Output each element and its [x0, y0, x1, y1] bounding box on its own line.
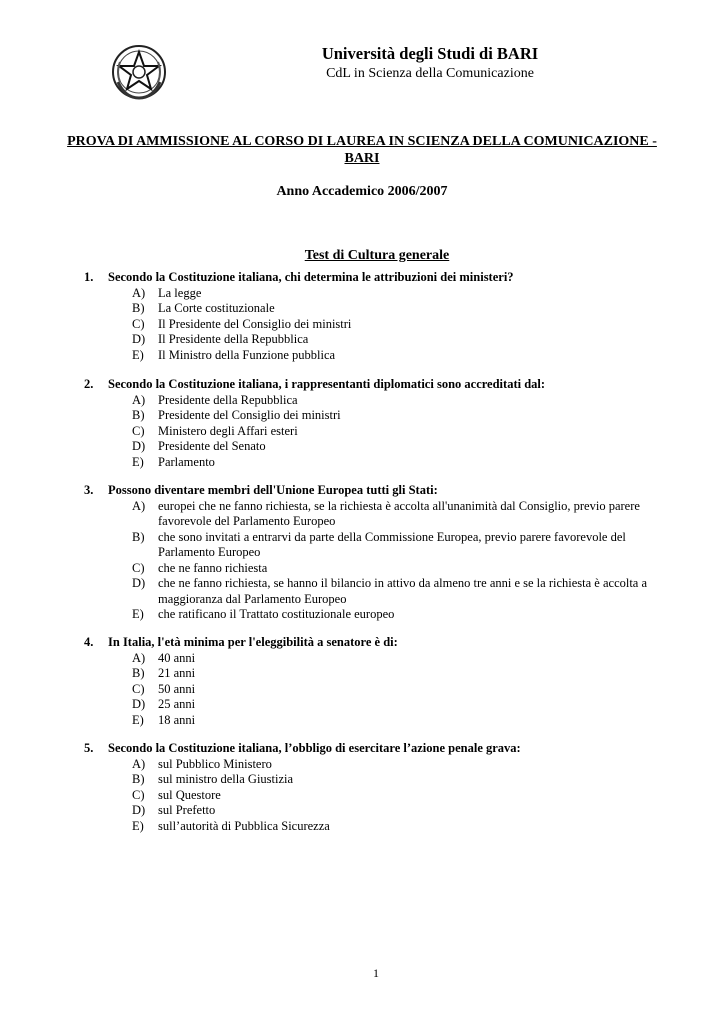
answer-text: sull’autorità di Pubblica Sicurezza	[158, 818, 330, 833]
answer-list	[84, 286, 684, 364]
answer-option	[84, 455, 684, 471]
answer-letter: D)	[132, 332, 146, 346]
answer-text: La legge	[158, 285, 202, 300]
question-item	[84, 483, 684, 623]
answer-option	[84, 393, 684, 409]
question-text: Possono diventare membri dell'Unione Europea tutti gli Stati:	[108, 483, 438, 497]
answer-letter: E)	[132, 607, 144, 621]
answer-option	[84, 576, 684, 607]
answer-list	[84, 393, 684, 471]
answer-text: 50 anni	[158, 681, 196, 696]
answer-letter: B)	[132, 666, 145, 680]
answer-letter: D)	[132, 439, 146, 453]
answer-text: europei che ne fanno richiesta, se la richiesta è accolta all'unanimità dal Consiglio, previo parere favorevole del Parlamento Europeo	[158, 498, 640, 528]
question-number: 3.	[84, 483, 94, 497]
answer-option	[84, 332, 684, 348]
question-number: 4.	[84, 635, 94, 649]
question-text: Secondo la Costituzione italiana, l’obbligo di esercitare l’azione penale grava:	[108, 741, 521, 755]
answer-option	[84, 651, 684, 667]
answer-option	[84, 348, 684, 364]
course-name: CdL in Scienza della Comunicazione	[326, 66, 534, 81]
answer-letter: B)	[132, 529, 145, 544]
answer-option	[84, 607, 684, 623]
question-heading	[84, 635, 684, 651]
document-title: PROVA DI AMMISSIONE AL CORSO DI LAUREA IN SCIENZA DELLA COMUNICAZIONE - BARI	[67, 134, 657, 166]
answer-letter: E)	[132, 347, 144, 362]
answer-option	[84, 819, 684, 835]
answer-text: Il Presidente della Repubblica	[158, 332, 309, 346]
answer-option	[84, 408, 684, 424]
answer-option	[84, 317, 684, 333]
answer-option	[84, 772, 684, 788]
answer-option	[84, 561, 684, 577]
answer-letter: D)	[132, 803, 146, 817]
answer-text: Ministero degli Affari esteri	[158, 423, 298, 438]
answer-text: sul Questore	[158, 787, 221, 802]
answer-option	[84, 697, 684, 713]
answer-text: Presidente del Senato	[158, 439, 266, 453]
answer-option	[84, 439, 684, 455]
answer-letter: B)	[132, 408, 145, 422]
answer-letter: C)	[132, 787, 145, 802]
question-number: 1.	[84, 270, 94, 284]
answer-text: Parlamento	[158, 454, 215, 469]
answer-option	[84, 803, 684, 819]
answer-letter: C)	[132, 560, 145, 575]
question-item	[84, 635, 684, 728]
answer-letter: C)	[132, 423, 145, 438]
answer-text: 25 anni	[158, 697, 196, 711]
answer-letter: A)	[132, 392, 146, 407]
answer-letter: E)	[132, 712, 144, 727]
answer-option	[84, 530, 684, 561]
answer-list	[84, 651, 684, 729]
answer-text: che ne fanno richiesta	[158, 560, 268, 575]
answer-option	[84, 499, 684, 530]
question-number: 5.	[84, 741, 94, 755]
answer-letter: D)	[132, 576, 146, 590]
answer-text: che ne fanno richiesta, se hanno il bilancio in attivo da almeno tre anni e se la richiesta è accolta a maggioranza dal Parlamento Europeo	[158, 576, 648, 606]
answer-text: sul ministro della Giustizia	[158, 772, 294, 786]
answer-text: Il Presidente del Consiglio dei ministri	[158, 316, 352, 331]
answer-text: Il Ministro della Funzione pubblica	[158, 347, 336, 362]
answer-letter: A)	[132, 650, 146, 665]
answer-text: 21 anni	[158, 666, 196, 680]
answer-list	[84, 757, 684, 835]
question-text: Secondo la Costituzione italiana, i rappresentanti diplomatici sono accreditati dal:	[108, 377, 546, 391]
answer-letter: A)	[132, 285, 146, 300]
answer-option	[84, 713, 684, 729]
answer-letter: E)	[132, 454, 144, 469]
answer-letter: A)	[132, 498, 146, 513]
question-text: In Italia, l'età minima per l'eleggibilità a senatore è di:	[108, 635, 398, 649]
answer-letter: E)	[132, 818, 144, 833]
question-item	[84, 270, 684, 363]
italian-republic-emblem-icon	[110, 42, 168, 102]
answer-option	[84, 788, 684, 804]
answer-text: Presidente del Consiglio dei ministri	[158, 408, 341, 422]
answer-list	[84, 499, 684, 623]
answer-letter: A)	[132, 756, 146, 771]
academic-year: Anno Accademico 2006/2007	[276, 184, 448, 199]
answer-letter: D)	[132, 697, 146, 711]
university-name: Università degli Studi di BARI	[321, 44, 539, 63]
answer-letter: C)	[132, 316, 145, 331]
section-title: Test di Cultura generale	[304, 248, 450, 263]
answer-text: Presidente della Repubblica	[158, 392, 298, 407]
answer-text: 40 anni	[158, 650, 196, 665]
answer-option	[84, 286, 684, 302]
answer-option	[84, 424, 684, 440]
question-text: Secondo la Costituzione italiana, chi determina le attribuzioni dei ministeri?	[108, 270, 514, 284]
answer-letter: C)	[132, 681, 145, 696]
answer-letter: B)	[132, 772, 145, 786]
answer-text: La Corte costituzionale	[158, 301, 275, 315]
question-heading	[84, 377, 684, 393]
answer-option	[84, 682, 684, 698]
answer-text: che ratificano il Trattato costituzionale europeo	[158, 607, 395, 621]
question-number: 2.	[84, 377, 94, 391]
answer-option	[84, 757, 684, 773]
question-heading	[84, 270, 684, 286]
question-item	[84, 741, 684, 834]
question-heading	[84, 483, 684, 499]
answer-text: che sono invitati a entrarvi da parte della Commissione Europea, previo parere favorevole del Parlamento Europeo	[158, 529, 626, 559]
answer-text: sul Pubblico Ministero	[158, 756, 272, 771]
question-item	[84, 377, 684, 470]
page-number: 1	[373, 966, 379, 980]
question-heading	[84, 741, 684, 757]
answer-text: 18 anni	[158, 712, 196, 727]
answer-option	[84, 301, 684, 317]
answer-letter: B)	[132, 301, 145, 315]
answer-text: sul Prefetto	[158, 803, 216, 817]
answer-option	[84, 666, 684, 682]
